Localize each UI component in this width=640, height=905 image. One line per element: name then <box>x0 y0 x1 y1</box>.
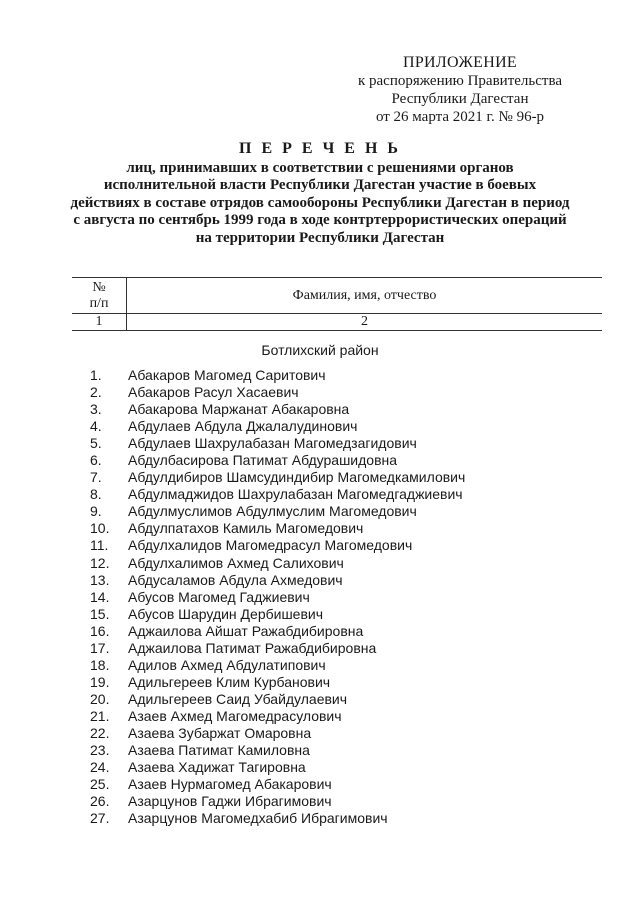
column-name-index: 2 <box>127 314 603 331</box>
list-item-name: Абдусаламов Абдула Ахмедович <box>128 571 343 588</box>
list-item-name: Абдулмуслимов Абдулмуслим Магомедович <box>128 503 417 520</box>
column-number-index: 1 <box>72 314 127 331</box>
appendix-block <box>330 54 590 126</box>
list-item-number: 1. <box>90 367 102 383</box>
list-item-number: 24. <box>90 759 110 776</box>
title-line: исполнительной власти Республики Дагестан участие в боевых <box>103 177 537 194</box>
list-item-name: Азарцунов Магомедхабиб Ибрагимович <box>128 810 388 827</box>
list-item-name: Азаев Нурмагомед Абакарович <box>128 776 332 793</box>
list-item <box>90 486 610 503</box>
list-item-name: Азарцунов Гаджи Ибрагимович <box>128 793 332 810</box>
list-item-number: 21. <box>90 707 110 724</box>
list-item-number: 10. <box>90 520 110 537</box>
list-item <box>90 589 610 606</box>
list-item <box>90 691 610 708</box>
list-item-name: Абакарова Маржанат Абакаровна <box>128 401 350 418</box>
appendix-heading: ПРИЛОЖЕНИЕ <box>402 54 517 71</box>
list-item <box>90 776 610 793</box>
title-line: с августа по сентябрь 1999 года в ходе контртеррористических операций <box>73 212 567 229</box>
list-item-number: 2. <box>90 384 102 401</box>
list-item-name: Абакаров Магомед Саритович <box>128 367 326 383</box>
column-name-header: Фамилия, имя, отчество <box>127 278 603 314</box>
list-item-number: 17. <box>90 639 110 656</box>
appendix-line-2: Республики Дагестан <box>391 91 529 107</box>
list-item <box>90 640 610 657</box>
list-item <box>90 418 610 435</box>
list-item <box>90 759 610 776</box>
list-item-name: Азаева Патимат Камиловна <box>128 742 310 759</box>
list-item <box>90 452 610 469</box>
list-item <box>90 520 610 537</box>
list-item <box>90 503 610 520</box>
list-item-name: Абдулхалидов Магомедрасул Магомедович <box>128 537 413 554</box>
list-item-name: Абдулхалимов Ахмед Салихович <box>128 554 344 571</box>
list-item-name: Аджаилова Патимат Ражабдибировна <box>128 639 377 656</box>
list-item-name: Адилов Ахмед Абдулатипович <box>128 656 326 673</box>
list-item-number: 3. <box>90 401 102 418</box>
column-number-header: № п/п <box>72 278 127 314</box>
list-item-number: 18. <box>90 656 110 673</box>
list-item-number: 5. <box>90 435 102 452</box>
list-item-number: 16. <box>90 622 110 639</box>
appendix-line-1: к распоряжению Правительства <box>357 73 562 89</box>
list-item-name: Абдулпатахов Камиль Магомедович <box>128 520 364 537</box>
list-item-number: 20. <box>90 690 110 707</box>
list-item-number: 15. <box>90 605 110 622</box>
list-item-number: 6. <box>90 452 102 469</box>
district-heading: Ботлихский район <box>261 342 379 358</box>
list-item-number: 12. <box>90 554 110 571</box>
list-item <box>90 384 610 401</box>
list-item-number: 14. <box>90 588 110 605</box>
list-item-name: Адильгереев Клим Курбанович <box>128 673 331 690</box>
list-item <box>90 708 610 725</box>
list-item <box>90 810 610 827</box>
list-item-number: 8. <box>90 486 102 503</box>
list-item-number: 23. <box>90 742 110 759</box>
person-list <box>90 367 610 827</box>
title-line: действиях в составе отрядов самообороны Республики Дагестан в период <box>70 194 570 211</box>
appendix-line-3: от 26 марта 2021 г. № 96-р <box>375 109 545 125</box>
list-item-name: Абусов Шарудин Дербишевич <box>128 605 324 622</box>
list-item-number: 26. <box>90 793 110 810</box>
list-item-number: 13. <box>90 571 110 588</box>
list-item-name: Абдулаев Абдула Джалалудинович <box>128 418 358 435</box>
list-item-number: 27. <box>90 810 110 827</box>
list-item-number: 22. <box>90 724 110 741</box>
list-item <box>90 742 610 759</box>
list-item <box>90 623 610 640</box>
list-item-name: Абусов Магомед Гаджиевич <box>128 588 310 605</box>
list-item <box>90 367 610 384</box>
list-item <box>90 572 610 589</box>
list-item <box>90 555 610 572</box>
list-item-name: Абдулаев Шахрулабазан Магомедзагидович <box>128 435 417 452</box>
list-item-number: 11. <box>90 537 109 554</box>
title-heading: П Е Р Е Ч Е Н Ь <box>239 140 401 157</box>
list-item <box>90 401 610 418</box>
document-title <box>60 140 580 248</box>
list-item-name: Азаева Зубаржат Омаровна <box>128 724 312 741</box>
list-item-number: 9. <box>90 503 102 520</box>
list-item <box>90 725 610 742</box>
list-item <box>90 537 610 554</box>
list-item-name: Аджаилова Айшат Ражабдибировна <box>128 622 364 639</box>
list-item <box>90 469 610 486</box>
title-line: на территории Республики Дагестан <box>195 229 445 246</box>
list-item-name: Азаева Хадижат Тагировна <box>128 759 306 776</box>
list-item-number: 19. <box>90 673 110 690</box>
list-item <box>90 657 610 674</box>
list-item-name: Абакаров Расул Хасаевич <box>128 384 299 401</box>
list-item-number: 25. <box>90 776 110 793</box>
list-item <box>90 435 610 452</box>
list-header-table <box>72 278 602 331</box>
list-item-name: Абдулбасирова Патимат Абдурашидовна <box>128 452 398 469</box>
list-item <box>90 674 610 691</box>
list-item <box>90 793 610 810</box>
list-item-number: 4. <box>90 418 102 435</box>
list-item-name: Абдулмаджидов Шахрулабазан Магомедгаджиевич <box>128 486 463 503</box>
title-line: лиц, принимавших в соответствии с решениями органов <box>126 159 514 176</box>
list-item-name: Адильгереев Саид Убайдулаевич <box>128 690 348 707</box>
list-item-number: 7. <box>90 469 102 486</box>
list-item <box>90 606 610 623</box>
list-item-name: Абдулдибиров Шамсудиндибир Магомедкамилович <box>128 469 466 486</box>
list-item-name: Азаев Ахмед Магомедрасулович <box>128 707 342 724</box>
